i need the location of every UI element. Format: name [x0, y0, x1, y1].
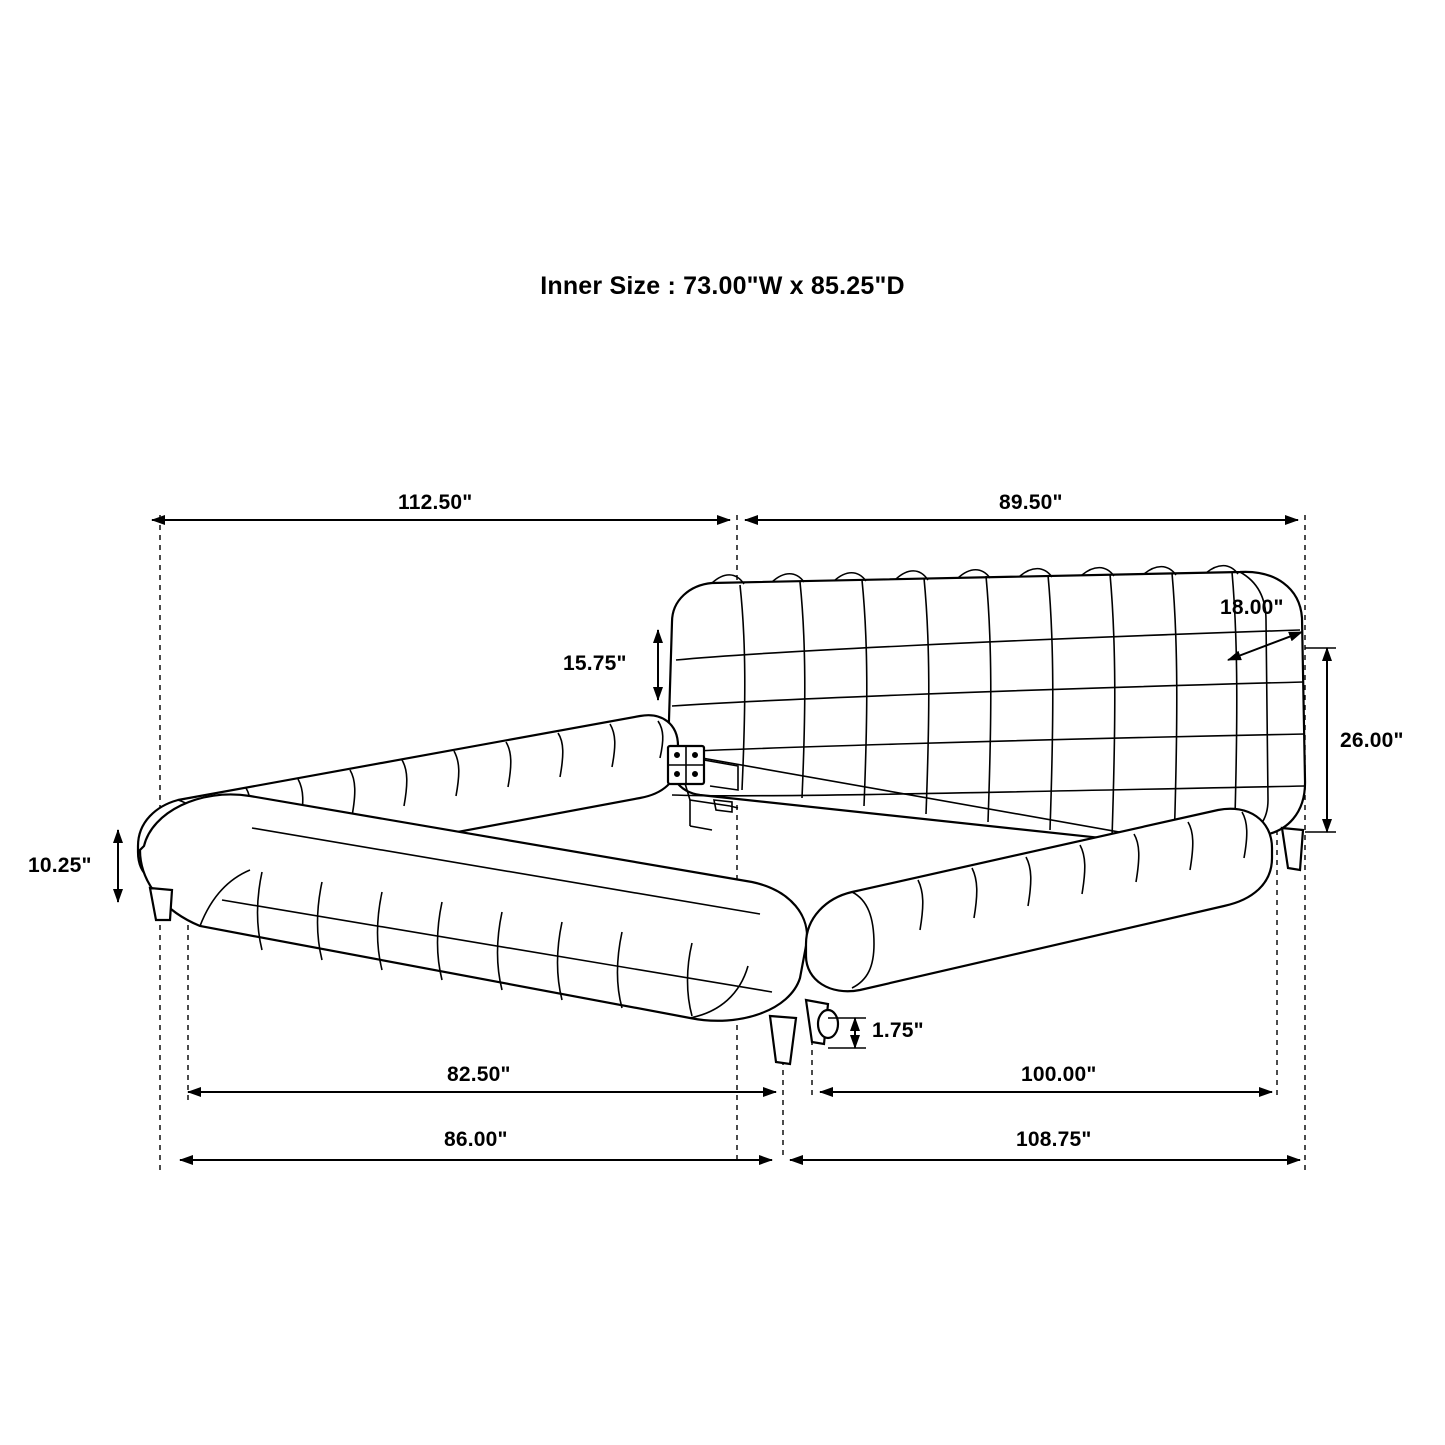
- dim-label-86-00: 86.00": [444, 1128, 508, 1151]
- dim-label-112-50: 112.50": [398, 491, 473, 514]
- dim-label-89-50: 89.50": [999, 491, 1063, 514]
- dim-label-10-25: 10.25": [28, 854, 92, 877]
- dim-label-26-00: 26.00": [1340, 729, 1404, 752]
- dimline-overall-height: [1305, 648, 1336, 832]
- dim-label-18-00: 18.00": [1220, 596, 1284, 619]
- dim-label-108-75: 108.75": [1016, 1128, 1092, 1151]
- dim-label-100-00: 100.00": [1021, 1063, 1097, 1086]
- dim-label-15-75: 15.75": [563, 652, 627, 675]
- page-title: Inner Size : 73.00"W x 85.25"D: [540, 272, 905, 300]
- dim-label-82-50: 82.50": [447, 1063, 511, 1086]
- bed-illustration: [138, 566, 1305, 1064]
- dim-label-1-75: 1.75": [872, 1019, 924, 1042]
